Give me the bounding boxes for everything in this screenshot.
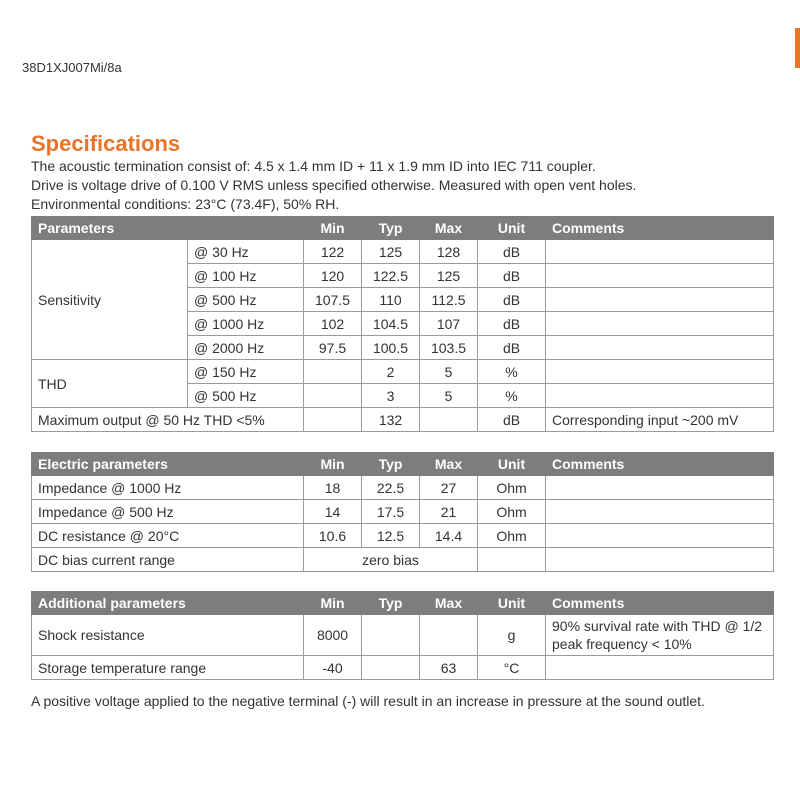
intro-line-3: Environmental conditions: 23°C (73.4F), 50% RH.	[31, 196, 340, 212]
cell-max: 21	[420, 500, 478, 524]
cell-comment	[546, 264, 774, 288]
cell-max: 128	[420, 240, 478, 264]
cell-unit: %	[478, 384, 546, 408]
cell-min: -40	[304, 656, 362, 680]
header-unit: Unit	[478, 217, 546, 240]
table-row	[32, 408, 774, 432]
cell-typ	[362, 656, 420, 680]
header-typ: Typ	[362, 453, 420, 476]
table-header-row	[32, 453, 774, 476]
cell-min: 14	[304, 500, 362, 524]
cell-max	[420, 408, 478, 432]
section-title: Specifications	[31, 131, 181, 156]
header-typ: Typ	[362, 592, 420, 615]
header-max: Max	[420, 453, 478, 476]
cell-comment	[546, 288, 774, 312]
cell-typ: 132	[362, 408, 420, 432]
cell-min: 18	[304, 476, 362, 500]
cell-unit: dB	[478, 264, 546, 288]
cell-typ: 22.5	[362, 476, 420, 500]
table-row	[32, 240, 774, 264]
cell-max: 112.5	[420, 288, 478, 312]
intro-line-1: The acoustic termination consist of: 4.5 x 1.4 mm ID + 11 x 1.9 mm ID into IEC 711 coupler.	[31, 158, 596, 174]
parameters-table	[31, 216, 774, 432]
cell-comment	[546, 656, 774, 680]
cell-max: 63	[420, 656, 478, 680]
thd-label: THD	[32, 360, 188, 408]
orange-edge-mark	[795, 28, 800, 68]
cell-min: 107.5	[304, 288, 362, 312]
cell-comment: 90% survival rate with THD @ 1/2 peak frequency < 10%	[546, 615, 774, 656]
header-unit: Unit	[478, 453, 546, 476]
header-max: Max	[420, 217, 478, 240]
header-min: Min	[304, 453, 362, 476]
electric-parameters-table	[31, 452, 774, 572]
cell-comment	[546, 240, 774, 264]
cell-unit: dB	[478, 408, 546, 432]
header-comments: Comments	[546, 453, 774, 476]
cell-typ: 122.5	[362, 264, 420, 288]
cell-typ: 3	[362, 384, 420, 408]
cell-comment	[546, 500, 774, 524]
cell-label: Storage temperature range	[32, 656, 304, 680]
header-min: Min	[304, 217, 362, 240]
header-electric-parameters: Electric parameters	[32, 453, 304, 476]
cell-min: 8000	[304, 615, 362, 656]
cell-unit: dB	[478, 312, 546, 336]
additional-parameters-table	[31, 591, 774, 680]
cell-typ: 125	[362, 240, 420, 264]
table-row	[32, 548, 774, 572]
table-row	[32, 500, 774, 524]
table-row	[32, 615, 774, 656]
cell-comment: Corresponding input ~200 mV	[546, 408, 774, 432]
cell-condition: @ 30 Hz	[188, 240, 304, 264]
cell-unit: Ohm	[478, 524, 546, 548]
cell-condition: @ 500 Hz	[188, 288, 304, 312]
table-row	[32, 476, 774, 500]
cell-max: 5	[420, 360, 478, 384]
cell-comment	[546, 548, 774, 572]
cell-label: Shock resistance	[32, 615, 304, 656]
cell-max: 5	[420, 384, 478, 408]
cell-max	[420, 615, 478, 656]
bias-value: zero bias	[304, 548, 478, 572]
table-header-row	[32, 217, 774, 240]
cell-label: Impedance @ 500 Hz	[32, 500, 304, 524]
cell-max: 125	[420, 264, 478, 288]
bias-label: DC bias current range	[32, 548, 304, 572]
cell-min: 97.5	[304, 336, 362, 360]
intro-text	[31, 157, 791, 214]
header-min: Min	[304, 592, 362, 615]
cell-max: 27	[420, 476, 478, 500]
table-row	[32, 656, 774, 680]
cell-max: 14.4	[420, 524, 478, 548]
cell-typ: 110	[362, 288, 420, 312]
header-additional-parameters: Additional parameters	[32, 592, 304, 615]
sensitivity-label: Sensitivity	[32, 240, 188, 360]
cell-min: 10.6	[304, 524, 362, 548]
cell-unit: dB	[478, 240, 546, 264]
cell-max: 107	[420, 312, 478, 336]
cell-unit: dB	[478, 336, 546, 360]
cell-typ: 12.5	[362, 524, 420, 548]
cell-comment	[546, 360, 774, 384]
table-row	[32, 360, 774, 384]
cell-unit: Ohm	[478, 500, 546, 524]
header-unit: Unit	[478, 592, 546, 615]
cell-min: 120	[304, 264, 362, 288]
cell-max: 103.5	[420, 336, 478, 360]
cell-condition: @ 100 Hz	[188, 264, 304, 288]
cell-condition: @ 500 Hz	[188, 384, 304, 408]
cell-unit: dB	[478, 288, 546, 312]
document-id: 38D1XJ007Mi/8a	[22, 60, 122, 75]
max-output-label: Maximum output @ 50 Hz THD <5%	[32, 408, 304, 432]
cell-min	[304, 360, 362, 384]
cell-min	[304, 384, 362, 408]
cell-typ: 17.5	[362, 500, 420, 524]
cell-unit: Ohm	[478, 476, 546, 500]
cell-comment	[546, 384, 774, 408]
cell-unit: °C	[478, 656, 546, 680]
cell-typ: 100.5	[362, 336, 420, 360]
cell-typ: 2	[362, 360, 420, 384]
cell-typ	[362, 615, 420, 656]
intro-line-2: Drive is voltage drive of 0.100 V RMS unless specified otherwise. Measured with open vent holes.	[31, 177, 637, 193]
table-row	[32, 524, 774, 548]
header-comments: Comments	[546, 592, 774, 615]
cell-unit: g	[478, 615, 546, 656]
cell-comment	[546, 476, 774, 500]
cell-min: 102	[304, 312, 362, 336]
cell-unit	[478, 548, 546, 572]
cell-min	[304, 408, 362, 432]
cell-comment	[546, 336, 774, 360]
cell-label: DC resistance @ 20°C	[32, 524, 304, 548]
cell-typ: 104.5	[362, 312, 420, 336]
header-max: Max	[420, 592, 478, 615]
cell-condition: @ 1000 Hz	[188, 312, 304, 336]
cell-comment	[546, 524, 774, 548]
header-comments: Comments	[546, 217, 774, 240]
table-header-row	[32, 592, 774, 615]
header-typ: Typ	[362, 217, 420, 240]
cell-min: 122	[304, 240, 362, 264]
cell-condition: @ 2000 Hz	[188, 336, 304, 360]
cell-unit: %	[478, 360, 546, 384]
cell-condition: @ 150 Hz	[188, 360, 304, 384]
header-parameters: Parameters	[32, 217, 304, 240]
polarity-note: A positive voltage applied to the negative terminal (-) will result in an increase in pressure at the sound outlet.	[31, 693, 705, 709]
cell-label: Impedance @ 1000 Hz	[32, 476, 304, 500]
cell-comment	[546, 312, 774, 336]
